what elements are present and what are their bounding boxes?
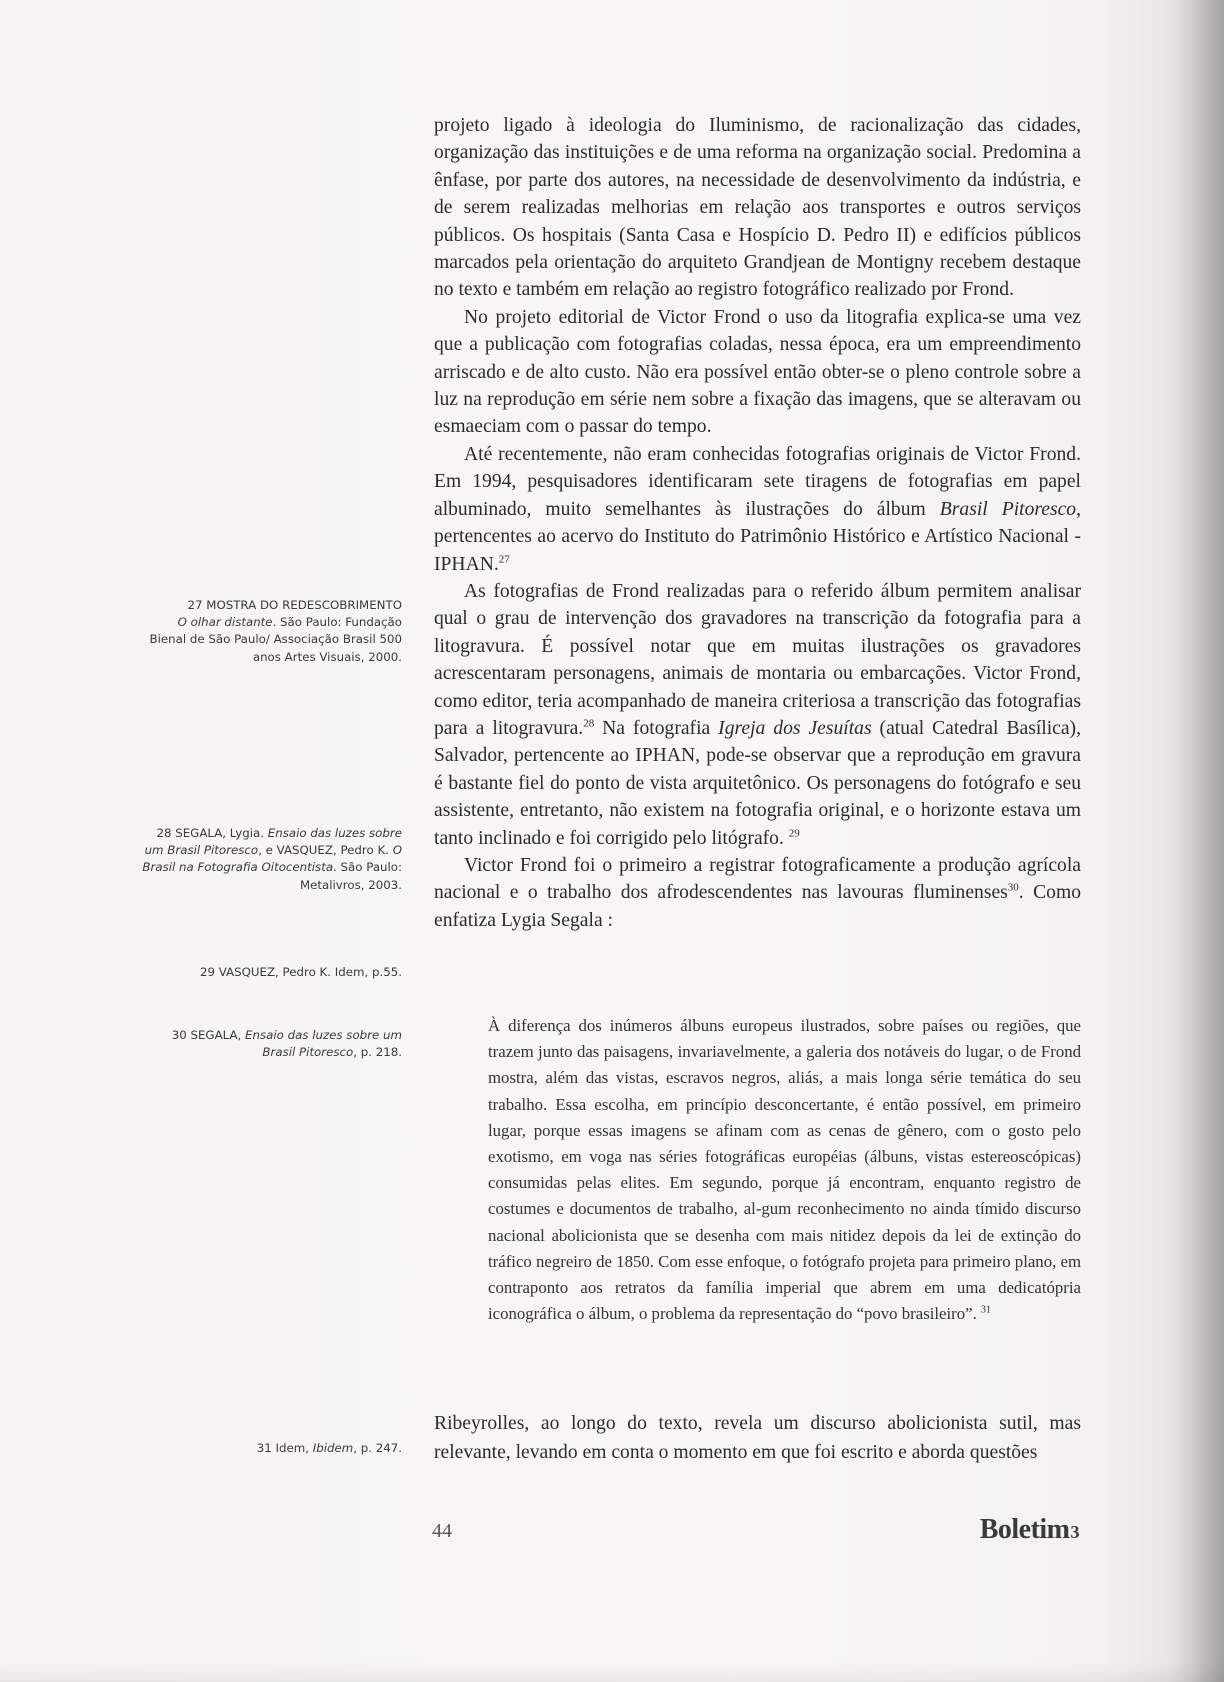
sidenote-30-italic: Ensaio das luzes sobre um Brasil Pitoresco bbox=[245, 1028, 402, 1060]
sidenote-28-text-a: 28 SEGALA, Lygia. bbox=[156, 826, 268, 840]
page-bottom-shadow bbox=[0, 1662, 1224, 1682]
paragraph-6 bbox=[434, 1409, 1081, 1467]
closing-body-text bbox=[434, 1409, 1081, 1467]
paragraph-1 bbox=[434, 112, 1081, 304]
paragraph-3-text-b: , pertencentes ao acervo do Instituto do Patrimônio Histórico e Artístico Nacional - IPHAN. bbox=[434, 498, 1082, 575]
sidenote-29 bbox=[142, 964, 402, 981]
paragraph-6-text: Ribeyrolles, ao longo do texto, revela um discurso abolicionista sutil, mas relevante, levando em conta o momento em que foi escrito e aborda questões bbox=[434, 1413, 1081, 1463]
sidenote-28-text-b: , e VASQUEZ, Pedro K. bbox=[258, 843, 393, 858]
sidenote-31-text-b: , p. 247. bbox=[353, 1441, 402, 1455]
paragraph-5-text-b: . Como enfatiza Lygia Segala : bbox=[434, 882, 1081, 931]
paragraph-4 bbox=[434, 578, 1081, 852]
sidenote-27 bbox=[142, 597, 402, 666]
sidenote-28 bbox=[142, 825, 402, 894]
sidenote-31-italic: Ibidem bbox=[312, 1441, 354, 1455]
page-number: 44 bbox=[432, 1520, 452, 1542]
paragraph-5 bbox=[434, 852, 1081, 934]
block-quote bbox=[488, 1013, 1081, 1327]
footnote-ref-29: 29 bbox=[788, 827, 800, 840]
paragraph-2 bbox=[434, 304, 1081, 441]
sidenote-27-text-b: . São Paulo: Fundação Bienal de São Paulo/ Associação Brasil 500 anos Artes Visuais, 2000. bbox=[149, 615, 402, 664]
footnote-ref-28: 28 bbox=[583, 717, 595, 730]
sidenote-30-text-b: , p. 218. bbox=[353, 1045, 402, 1060]
paragraph-2-text: No projeto editorial de Victor Frond o uso da litografia explica-se uma vez que a publicação com fotografias coladas, nessa época, era um empreendimento arriscado e de alto custo. Não era possível então obter-se o pleno controle sobre a luz na reprodução em série nem sobre a fixação das imagens, que se alteravam ou esmaeciam com o passar do tempo. bbox=[434, 306, 1081, 438]
sidenote-30 bbox=[142, 1027, 402, 1061]
paragraph-4-text-c: (atual Catedral Basílica), Salvador, pertencente ao IPHAN, pode-se observar que a reprodução em gravura é bastante fiel do ponto de vista arquitetônico. Os personagens do fotógrafo e seu assistente, entretanto, não existem na fotografia original, e o horizonte estava um tanto inclinado e foi corrigido pelo litógrafo. bbox=[434, 717, 1081, 849]
sidenote-31 bbox=[142, 1440, 402, 1457]
paragraph-4-text-a: As fotografias de Frond realizadas para o referido álbum permitem analisar qual o grau de intervenção dos gravadores na transcrição da fotografia para a litogravura. É possível notar que em muitas ilustrações os gravadores acrescentaram personagens, animais de montaria ou embarcações. Victor Frond, como editor, teria acompanhado de maneira criteriosa a transcrição das fotografias para a litogravura. bbox=[434, 580, 1081, 739]
main-body-text bbox=[434, 112, 1081, 934]
sidenote-27-text-a: 27 MOSTRA DO REDESCOBRIMENTO bbox=[187, 598, 402, 612]
sidenote-27-italic: O olhar distante bbox=[177, 615, 273, 630]
book-spine-shadow bbox=[1168, 0, 1224, 1682]
paragraph-1-text: projeto ligado à ideologia do Iluminismo, de racionalização das cidades, organização das instituições e de uma reforma na organização social. Predomina a ênfase, por parte dos autores, na necessidade de desenvolvimento da indústria, e de serem realizadas melhorias em relação aos transportes e outros serviços públicos. Os hospitais (Santa Casa e Hospício D. Pedro II) e edifícios públicos marcados pela orientação do arquiteto Grandjean de Montigny recebem destaque no texto e também em relação ao registro fotográfico realizado por Frond. bbox=[434, 115, 1081, 301]
footnote-ref-31: 31 bbox=[981, 1304, 991, 1316]
sidenote-28-italic-2: O Brasil na Fotografia Oitocentista bbox=[142, 843, 402, 875]
quote-text: À diferença dos inúmeros álbuns europeus ilustrados, sobre países ou regiões, que trazem junto das paisagens, invariavelmente, a galeria dos notáveis do lugar, o de Frond mostra, além das vistas, escravos negros, aliás, a mais longa série temática do seu trabalho. Essa escolha, em princípio desconcertante, é então possível, em primeiro lugar, porque essas imagens se afinam com as cenas de gênero, com o gosto pelo exotismo, em voga nas séries fotográficas européias (álbuns, vistas estereoscópicas) consumidas pelas elites. Em segundo, porque já encontram, enquanto registro de costumes e documentos de trabalho, al-gum reconhecimento no ainda tímido discurso nacional abolicionista que se desenha com mais nitidez depois da lei de extinção do tráfico negreiro de 1850. Com esse enfoque, o fotógrafo projeta para primeiro plano, em contraponto aos retratos da família imperial que abrem em uma dedicatópria iconográfica o álbum, o problema da representação do “povo brasileiro”. bbox=[488, 1016, 1081, 1324]
album-title-italic: Brasil Pitoresco bbox=[939, 498, 1077, 520]
paragraph-4-text-b: Na fotografia bbox=[594, 717, 719, 739]
footnote-ref-27: 27 bbox=[498, 552, 510, 565]
publication-logo bbox=[980, 1514, 1079, 1546]
publication-issue-number: 3 bbox=[1070, 1522, 1079, 1542]
sidenote-28-text-c: . São Paulo: Metalivros, 2003. bbox=[299, 860, 402, 892]
footnote-ref-30: 30 bbox=[1007, 881, 1019, 894]
publication-name: Boletim bbox=[979, 1514, 1070, 1545]
paragraph-3-text-a: Até recentemente, não eram conhecidas fotografias originais de Victor Frond. Em 1994, pesquisadores identificaram sete tiragens de fotografias em papel albuminado, muito semelhantes às ilustrações do álbum bbox=[434, 443, 1081, 520]
sidenote-30-text-a: 30 SEGALA, bbox=[171, 1028, 246, 1042]
sidenote-28-italic-1: Ensaio das luzes sobre um Brasil Pitoresco bbox=[144, 826, 402, 858]
paragraph-5-text-a: Victor Frond foi o primeiro a registrar fotograficamente a produção agrícola nacional e o trabalho dos afrodescendentes nas lavouras fluminenses bbox=[434, 854, 1081, 904]
quote-paragraph bbox=[488, 1013, 1081, 1327]
sidenote-31-text-a: 31 Idem, bbox=[256, 1441, 313, 1455]
sidenote-29-text: 29 VASQUEZ, Pedro K. Idem, p.55. bbox=[199, 965, 402, 979]
paragraph-3 bbox=[434, 441, 1081, 578]
photo-title-italic: Igreja dos Jesuítas bbox=[718, 717, 872, 739]
